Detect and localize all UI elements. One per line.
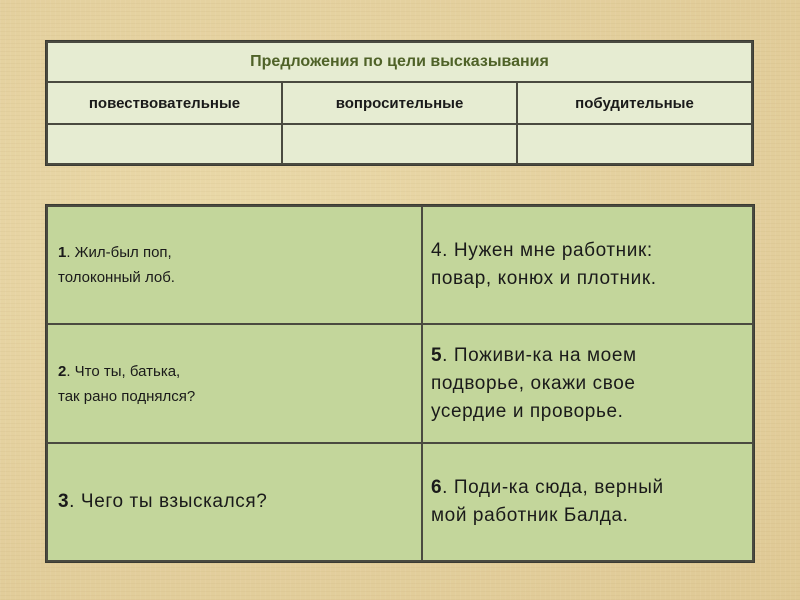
sentence-5-line-3: усердие и проворье. bbox=[431, 400, 624, 422]
sentence-6-line-2: мой работник Балда. bbox=[431, 505, 629, 526]
sentence-card-5[interactable] bbox=[422, 324, 753, 443]
table-title: Предложения по цели высказывания bbox=[47, 42, 752, 82]
answer-cell-declarative[interactable] bbox=[47, 124, 282, 164]
sentences-table bbox=[46, 205, 754, 562]
sentence-2-line-1: 2. Что ты, батька, bbox=[58, 362, 181, 380]
column-header-interrogative: вопросительные bbox=[282, 82, 517, 124]
sentence-3-line-1: 3. Чего ты взыскался? bbox=[58, 491, 268, 512]
sentence-5-line-2: подворье, окажи свое bbox=[431, 372, 636, 394]
sentence-card-1[interactable] bbox=[47, 206, 422, 324]
sentence-card-3[interactable] bbox=[47, 443, 422, 561]
column-header-declarative: повествовательные bbox=[47, 82, 282, 124]
answer-cell-imperative[interactable] bbox=[517, 124, 752, 164]
sentence-purpose-table bbox=[46, 41, 753, 165]
sentence-6-line-1: 6. Поди-ка сюда, верный bbox=[431, 477, 664, 498]
sentence-1-line-1: 1. Жил-был поп, bbox=[58, 244, 172, 261]
sentence-4-line-2: повар, конюх и плотник. bbox=[431, 268, 657, 289]
sentence-4-line-1: 4. Нужен мне работник: bbox=[431, 240, 653, 261]
column-header-imperative: побудительные bbox=[517, 82, 752, 124]
sentence-5-line-1: 5. Поживи-ка на моем bbox=[431, 344, 637, 366]
sentence-card-4[interactable] bbox=[422, 206, 753, 324]
sentence-card-2[interactable] bbox=[47, 324, 422, 443]
sentence-2-line-2: так рано поднялся? bbox=[58, 387, 196, 405]
sentence-1-line-2: толоконный лоб. bbox=[58, 269, 175, 286]
sentence-card-6[interactable] bbox=[422, 443, 753, 561]
answer-cell-interrogative[interactable] bbox=[282, 124, 517, 164]
